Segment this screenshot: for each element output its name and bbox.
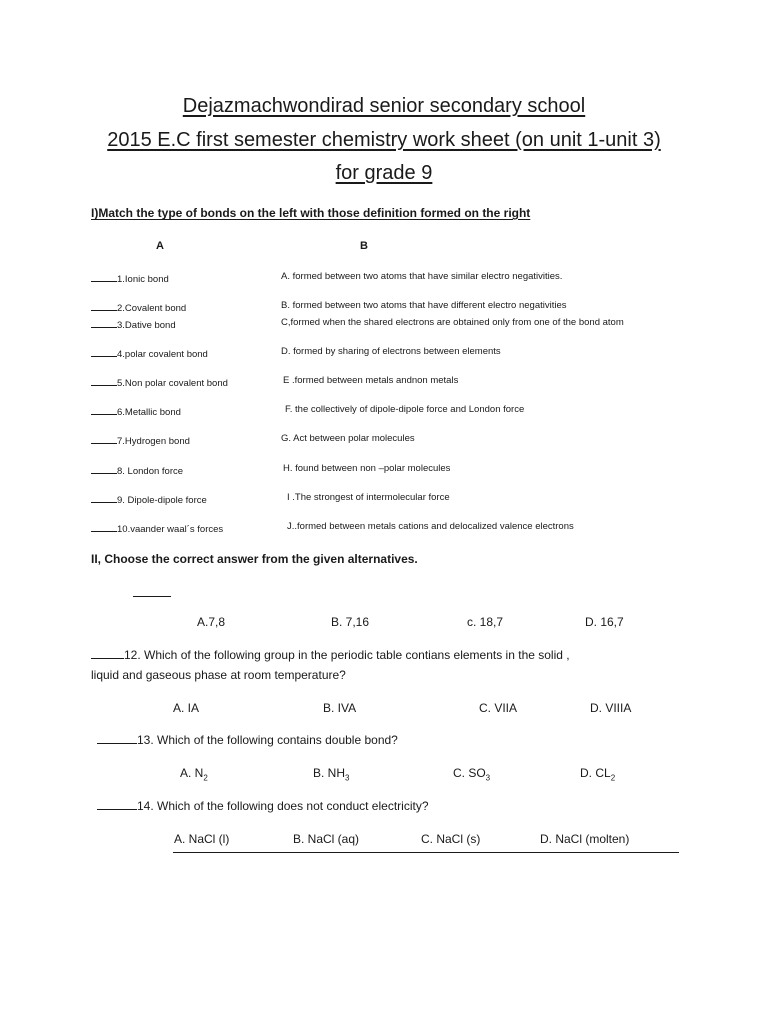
grade-label: for grade 9 [335, 162, 433, 184]
q14-option-c[interactable]: C. NaCl (s) [421, 832, 481, 846]
answer-blank[interactable] [97, 799, 137, 810]
question-11 [133, 584, 171, 602]
match-left-text: 9. Dipole-dipole force [117, 495, 207, 506]
match-item-left [91, 300, 186, 314]
match-item-right: G. Act between polar molecules [281, 433, 415, 444]
answer-blank[interactable] [91, 648, 124, 659]
match-left-text: 10.vaander waal´s forces [117, 524, 224, 535]
column-b-heading: B [360, 240, 368, 252]
question-13 [97, 733, 398, 747]
q13-option-b[interactable] [313, 766, 349, 782]
match-item-left [91, 346, 208, 360]
match-item-right: E .formed between metals andnon metals [283, 375, 459, 386]
match-left-text: 5.Non polar covalent bond [117, 378, 228, 389]
option-label: A. N [180, 766, 204, 780]
q12-option-a[interactable]: A. IA [173, 701, 200, 715]
q13-option-a[interactable] [180, 766, 208, 782]
q14-option-a[interactable]: A. NaCl (l) [174, 832, 230, 846]
answer-blank[interactable] [91, 492, 117, 503]
match-left-text: 2.Covalent bond [117, 303, 187, 314]
option-subscript: 2 [610, 773, 616, 783]
q12-option-b[interactable]: B. IVA [323, 701, 357, 715]
section2-instruction: II, Choose the correct answer from the given alternatives. [91, 552, 418, 566]
match-item-left [91, 317, 176, 331]
match-item-right: F. the collectively of dipole-dipole force and London force [285, 404, 525, 415]
match-item-left [91, 492, 207, 506]
horizontal-rule [173, 852, 679, 853]
match-left-text: 6.Metallic bond [117, 407, 181, 418]
match-item-left [91, 404, 181, 418]
q14-option-d[interactable]: D. NaCl (molten) [540, 832, 630, 846]
answer-blank[interactable] [91, 521, 117, 532]
answer-blank[interactable] [91, 404, 117, 415]
match-item-right: D. formed by sharing of electrons between elements [281, 346, 501, 357]
match-item-right: I .The strongest of intermolecular force [287, 492, 450, 503]
match-item-right: A. formed between two atoms that have similar electro negativities. [281, 271, 563, 282]
question-12-line2: liquid and gaseous phase at room temperature? [91, 668, 346, 682]
answer-blank[interactable] [91, 375, 117, 386]
answer-blank[interactable] [91, 346, 117, 357]
option-subscript: 3 [485, 773, 491, 783]
match-item-left [91, 271, 169, 285]
column-a-heading: A [156, 240, 164, 252]
match-left-text: 8. London force [117, 466, 184, 477]
answer-blank[interactable] [91, 317, 117, 328]
worksheet-title: 2015 E.C first semester chemistry work sheet (on unit 1-unit 3) [107, 129, 661, 151]
q11-option-a[interactable]: A.7,8 [197, 615, 226, 629]
option-label: B. NH [313, 766, 346, 780]
answer-blank[interactable] [91, 463, 117, 474]
match-item-left [91, 463, 183, 477]
section1-instruction: I)Match the type of bonds on the left with those definition formed on the right [91, 206, 531, 220]
q11-option-b[interactable]: B. 7,16 [331, 615, 370, 629]
match-left-text: 3.Dative bond [117, 320, 176, 331]
q12-option-d[interactable]: D. VIIIA [590, 701, 632, 715]
option-subscript: 2 [203, 773, 208, 783]
q12-option-c[interactable]: C. VIIA [479, 701, 518, 715]
match-left-text: 1.Ionic bond [117, 274, 169, 285]
question-12 [91, 648, 570, 662]
match-item-right: H. found between non –polar molecules [283, 463, 451, 474]
q13-option-c[interactable] [453, 766, 490, 782]
question-text: 14. Which of the following does not conduct electricity? [137, 799, 429, 813]
option-subscript: 3 [345, 773, 350, 783]
answer-blank[interactable] [97, 733, 137, 744]
answer-blank[interactable] [91, 271, 117, 282]
school-name: Dejazmachwondirad senior secondary school [182, 95, 586, 117]
match-left-text: 4.polar covalent bond [117, 349, 208, 360]
answer-blank[interactable] [91, 300, 117, 311]
answer-blank[interactable] [91, 433, 117, 444]
match-item-right: C,formed when the shared electrons are obtained only from one of the bond atom [281, 317, 624, 328]
match-item-left [91, 521, 223, 535]
q11-option-d[interactable]: D. 16,7 [585, 615, 624, 629]
match-item-right: B. formed between two atoms that have different electro negativities [281, 300, 567, 311]
answer-blank[interactable] [133, 586, 171, 597]
match-item-right: J..formed between metals cations and delocalized valence electrons [287, 521, 574, 532]
option-label: D. CL [580, 766, 611, 780]
match-left-text: 7.Hydrogen bond [117, 436, 190, 447]
option-label: C. SO [453, 766, 486, 780]
question-14 [97, 799, 429, 813]
q11-option-c[interactable]: c. 18,7 [467, 615, 504, 629]
match-item-left [91, 433, 190, 447]
question-text: 13. Which of the following contains double bond? [137, 733, 398, 747]
q14-option-b[interactable]: B. NaCl (aq) [293, 832, 360, 846]
match-item-left [91, 375, 228, 389]
q13-option-d[interactable] [580, 766, 615, 782]
question-text: 12. Which of the following group in the periodic table contians elements in the solid , [124, 648, 570, 662]
